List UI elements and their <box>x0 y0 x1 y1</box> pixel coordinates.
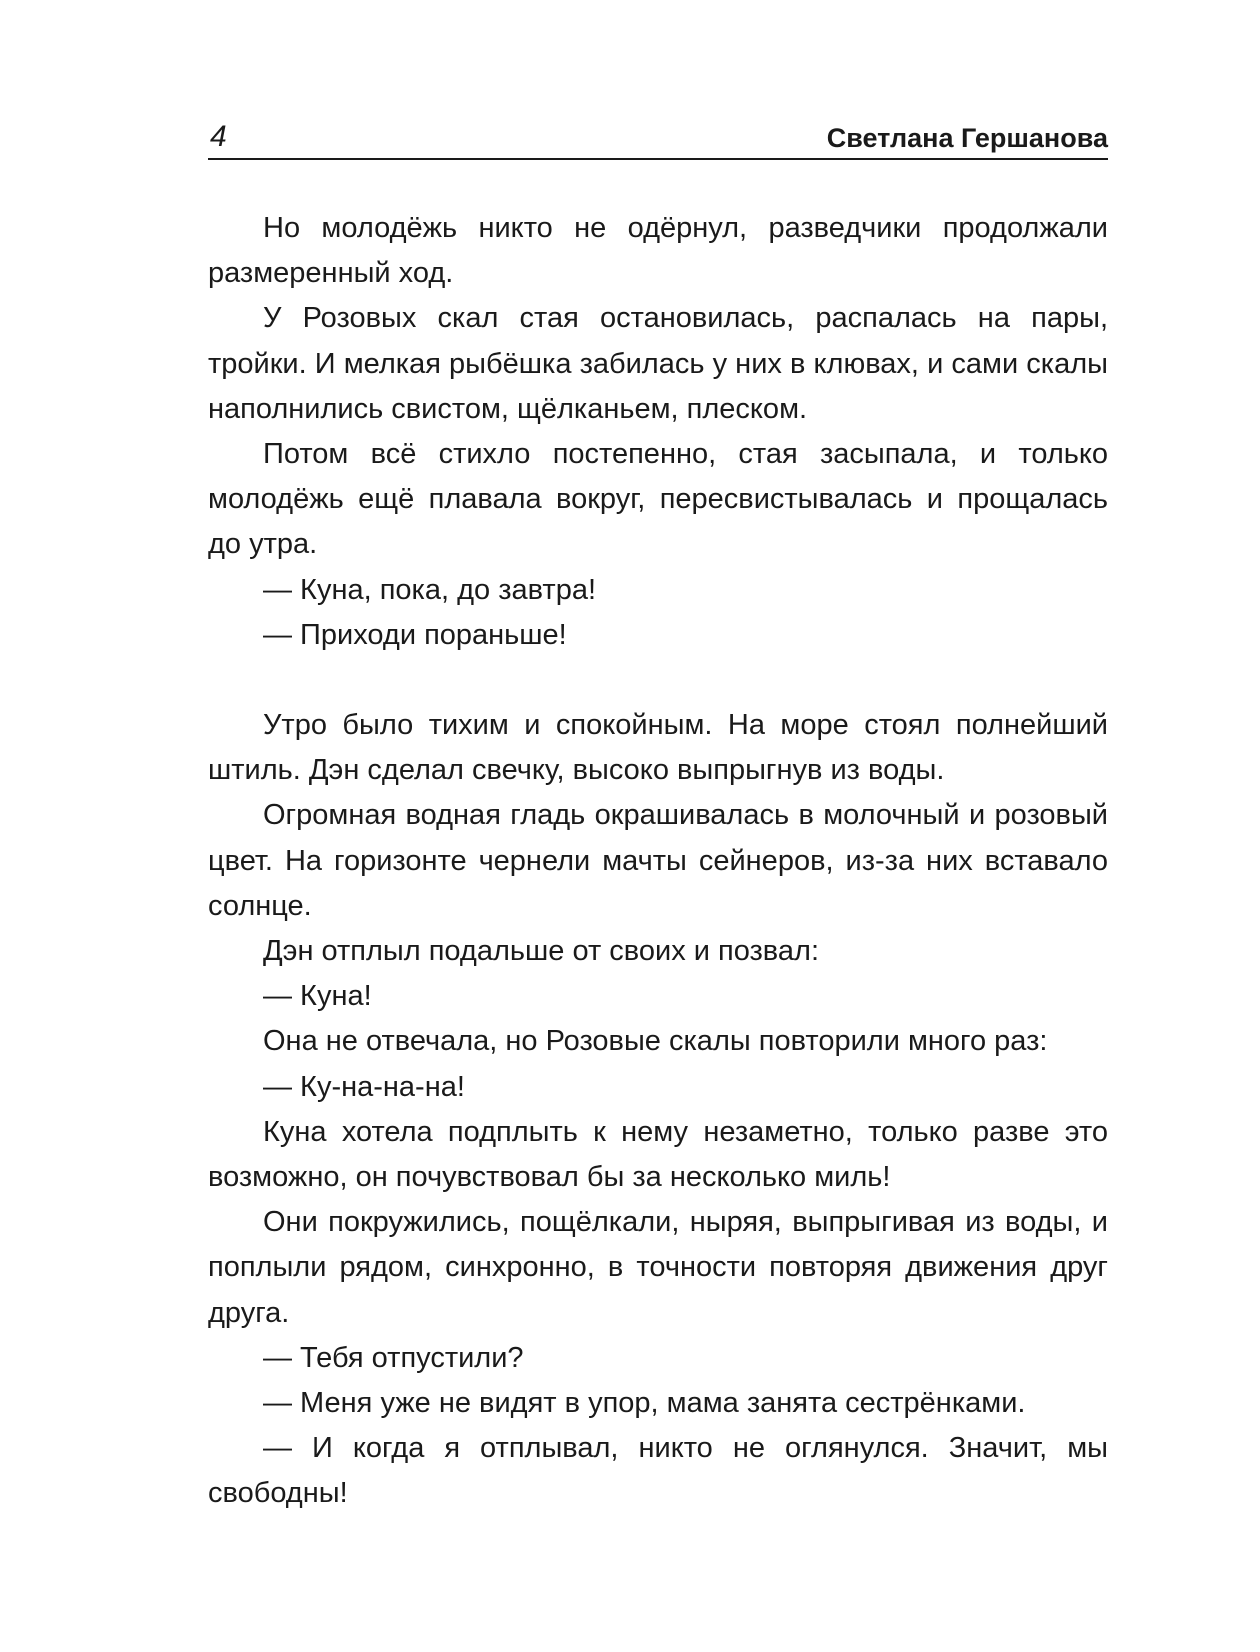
page-header <box>208 112 1108 160</box>
page-number: 4 <box>210 120 227 153</box>
paragraph: Куна хотела подплыть к нему незаметно, только разве это возможно, он почувствовал бы за несколько миль! <box>208 1115 1108 1194</box>
dialogue-line: — И когда я отплывал, никто не оглянулся. Значит, мы свободны! <box>208 1432 1108 1510</box>
paragraph: Утро было тихим и спокойным. На море стоял полнейший штиль. Дэн сделал свечку, высоко выпрыгнув из воды. <box>208 709 1108 787</box>
paragraph: Они покружились, пощёлкали, ныряя, выпрыгивая из воды, и поплыли рядом, синхронно, в точности повторяя движения друг друга. <box>208 1206 1108 1329</box>
paragraph: Она не отвечала, но Розовые скалы повторили много раз: <box>263 1025 1048 1058</box>
dialogue-line: — Тебя отпустили? <box>263 1341 524 1374</box>
paragraph: У Розовых скал стая остановилась, распалась на пары, тройки. И мелкая рыбёшка забилась у них в клювах, и сами скалы наполнились свистом, щёлканьем, плеском. <box>208 302 1108 425</box>
dialogue-line: — Куна! <box>263 980 372 1013</box>
paragraph: Потом всё стихло постепенно, стая засыпала, и только молодёжь ещё плавала вокруг, пересвистывалась и прощалась до утра. <box>208 438 1108 561</box>
page-body <box>208 206 1108 1517</box>
dialogue-line: — Ку-на-на-на! <box>263 1070 465 1103</box>
paragraph: Но молодёжь никто не одёрнул, разведчики продолжали размеренный ход. <box>208 212 1108 290</box>
dialogue-line: — Куна, пока, до завтра! <box>263 573 597 606</box>
section-break <box>208 658 1108 703</box>
paragraph: Огромная водная гладь окрашивалась в молочный и розовый цвет. На горизонте чернели мачты сейнеров, из-за них вставало солнце. <box>208 799 1108 922</box>
dialogue-line: — Меня уже не видят в упор, мама занята сестрёнками. <box>263 1387 1026 1420</box>
dialogue-line: — Приходи пораньше! <box>263 618 567 651</box>
paragraph: Дэн отплыл подальше от своих и позвал: <box>263 935 819 968</box>
running-head-author: Светлана Гершанова <box>826 123 1108 153</box>
